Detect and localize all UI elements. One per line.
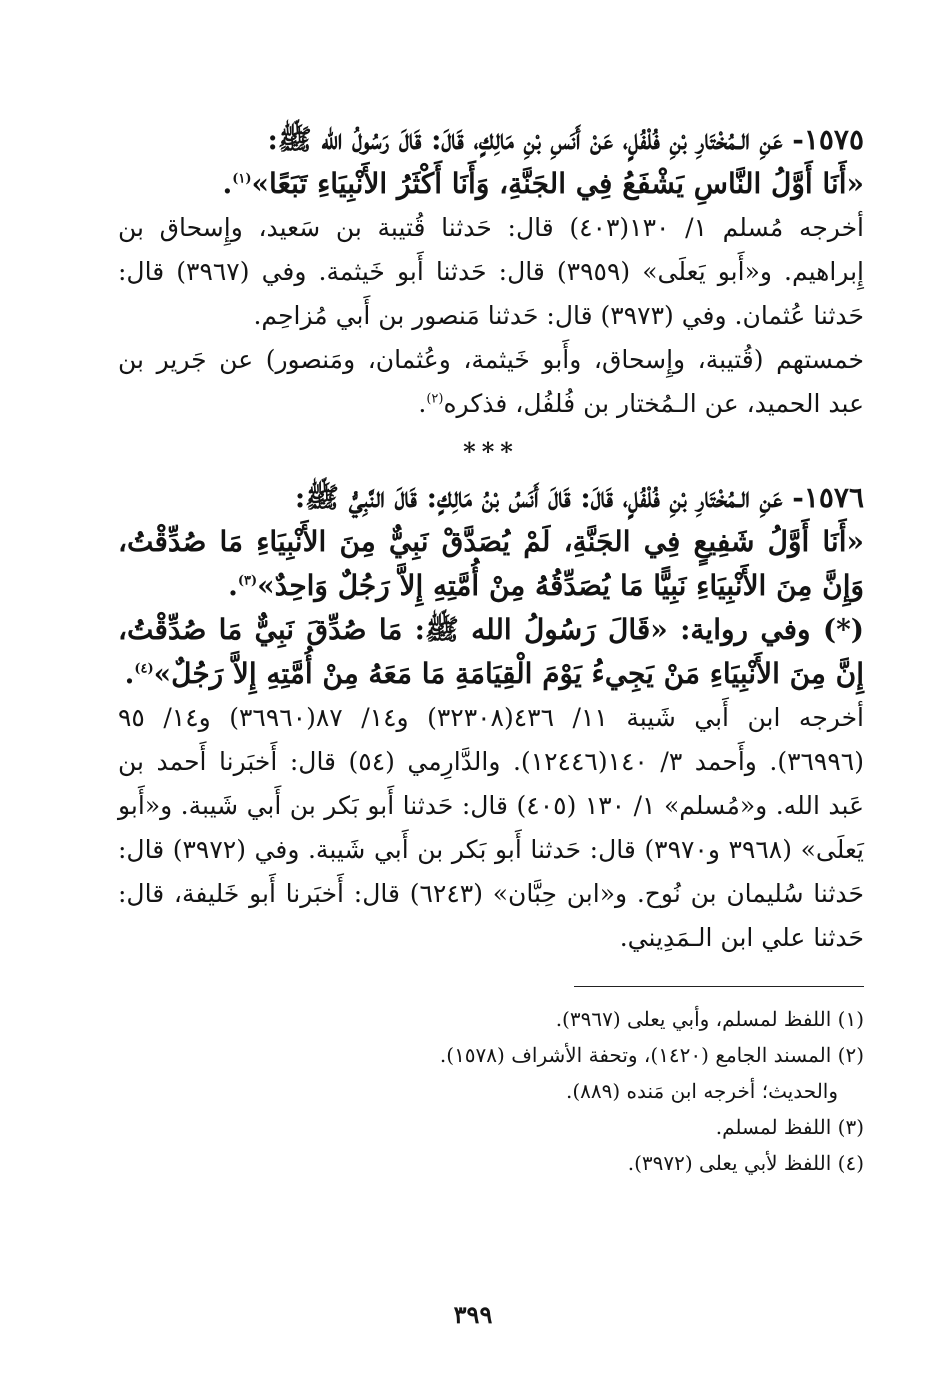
hadith-1576-heading-text: ١٥٧٦- عَنِ الـمُخْتَارِ بْنِ فُلْفُلٍ، قَالَ: قَالَ أَنَسُ بْنُ مَالِكٍ: قَالَ النَّبِيُّ ﷺ: <box>294 481 864 514</box>
hadith-1576-riwaya: (*) وفي رواية: «قَالَ رَسُولُ الله ﷺ: مَا صُدِّقَ نَبِيٌّ مَا صُدِّقْتُ، إِنَّ مِنَ الأَنْبِيَاءِ مَنْ يَجِيءُ يَوْمَ الْقِيَامَةِ مَا مَعَهُ مِنْ أُمَّتِهِ إِلاَّ رَجُلٌ»$^{(٤)}$. <box>118 613 864 690</box>
footnote-1: (١) اللفظ لمسلم، وأبي يعلى (٣٩٦٧). <box>555 1007 864 1031</box>
hadith-1576-takhrij: أخرجه ابن أَبي شَيبة ١١/ ٤٣٦(٣٢٣٠٨) و١٤/ ٨٧(٣٦٩٦٠) و١٤/ ٩٥ (٣٦٩٩٦). وأَحمد ٣/ ١٤٠(١٢٤٤٦). والدَّارِمي (٥٤) قال: أَخبَرنا أَحمد بن عَبد الله. و«مُسلم» ١/ ١٣٠ (٤٠٥) قال: حَدثنا أَبو بَكر بن أَبي شَيبة. و«أَبو يَعلَى» (٣٩٦٨ و٣٩٧٠) قال: حَدثنا أَبو بَكر بن أَبي شَيبة. وفي (٣٩٧٢) قال: حَدثنا سُليمان بن نُوح. و«ابن حِبَّان» (٦٢٤٣) قال: أَخبَرنا أَبو خَليفة، قال: حَدثنا علي ابن الـمَدِيني. <box>118 703 865 952</box>
hadith-1576-matn-text: «أَنَا أَوَّلُ شَفِيعٍ فِي الجَنَّةِ، لَمْ يُصَدَّقْ نَبِيٌّ مِنَ الأَنْبِيَاءِ مَا صُدِّقْتُ، وَإِنَّ مِنَ الأَنْبِيَاءِ نَبِيًّا مَا يُصَدِّقُهُ مِنْ أُمَّتِهِ إِلاَّ رَجُلٌ وَاحِدٌ» <box>118 525 864 602</box>
hadith-1576-matn: «أَنَا أَوَّلُ شَفِيعٍ فِي الجَنَّةِ، لَمْ يُصَدَّقْ نَبِيٌّ مِنَ الأَنْبِيَاءِ مَا صُدِّقْتُ، وَإِنَّ مِنَ الأَنْبِيَاءِ نَبِيًّا مَا يُصَدِّقُهُ مِنْ أُمَّتِهِ إِلاَّ رَجُلٌ وَاحِدٌ»$^{(٣)}$. <box>118 525 864 602</box>
footnote-2: (٢) المسند الجامع (١٤٢٠)، وتحفة الأشراف (١٥٧٨). <box>439 1043 864 1067</box>
footnote-2-continuation: والحديث؛ أخرجه ابن مَنده (٨٨٩). <box>565 1079 838 1103</box>
hadith-1575-heading <box>118 118 864 162</box>
footnotes <box>118 1001 864 1181</box>
hadith-1575-matn-text: «أَنَا أَوَّلُ النَّاسِ يَشْفَعُ فِي الجَنَّةِ، وَأَنَا أَكْثَرُ الأَنْبِيَاءِ تَبَعًا» <box>251 167 864 200</box>
hadith-1576-heading <box>118 476 864 520</box>
footnote-ref-1: (١) <box>232 171 252 187</box>
hadith-1575-takhrij-2 <box>118 338 864 426</box>
footnote-ref-3: (٣) <box>237 573 258 589</box>
hadith-1575-takhrij-1: أخرجه مُسلم ١/ ١٣٠(٤٠٣) قال: حَدثنا قُتيبة بن سَعيد، وإِسحاق بن إِبراهيم. و«أَبو يَعلَى» (٣٩٥٩) قال: حَدثنا أَبو خَيثمة. وفي (٣٩٦٧) قال: حَدثنا عُثمان. وفي (٣٩٧٣) قال: حَدثنا مَنصور بن أَبي مُزاحِم. <box>118 213 864 330</box>
hadith-1576-riwaya-text: (*) وفي رواية: «قَالَ رَسُولُ الله ﷺ: مَا صُدِّقَ نَبِيٌّ مَا صُدِّقْتُ، إِنَّ مِنَ الأَنْبِيَاءِ مَنْ يَجِيءُ يَوْمَ الْقِيَامَةِ مَا مَعَهُ مِنْ أُمَّتِهِ إِلاَّ رَجُلٌ» <box>118 613 864 690</box>
hadith-1575-takhrij-2-text: خمستهم (قُتيبة، وإِسحاق، وأَبو خَيثمة، وعُثمان، ومَنصور) عن جَرير بن عبد الحميد، عن الـمُختار بن فُلفُل، فذكره <box>118 345 864 418</box>
page-body <box>118 118 864 1386</box>
hadith-1575-heading-text: ١٥٧٥- عَنِ الـمُخْتَارِ بْنِ فُلْفُلٍ، عَنْ أَنَسِ بْنِ مَالِكٍ، قَالَ: قَالَ رَسُولُ الله ﷺ: <box>267 123 864 156</box>
hadith-1575-takhrij-2-end: . <box>418 389 427 418</box>
footnote-3: (٣) اللفظ لمسلم. <box>715 1115 864 1139</box>
footnote-ref-4: (٤) <box>134 661 154 677</box>
footnote-4: (٤) اللفظ لأبي يعلى (٣٩٧٢). <box>627 1151 864 1175</box>
section-separator: *** <box>463 437 519 466</box>
footnote-divider <box>574 986 864 987</box>
hadith-1575-matn: «أَنَا أَوَّلُ النَّاسِ يَشْفَعُ فِي الجَنَّةِ، وَأَنَا أَكْثَرُ الأَنْبِيَاءِ تَبَعًا»$^{(١)}$. <box>222 167 864 200</box>
page-number: ٣٩٩ <box>453 1300 493 1329</box>
footnote-ref-2: (٢) <box>426 391 444 407</box>
